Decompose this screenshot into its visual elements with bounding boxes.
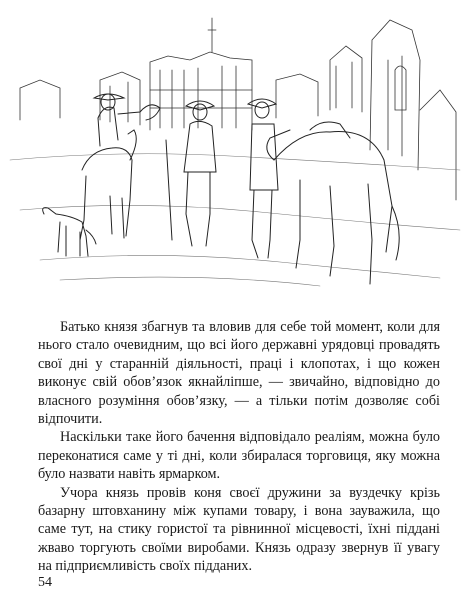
paragraph-2: Наскільки таке його бачення відповідало реаліям, можна було переконатися саме у ті дні, коли збиралася торговиця, яку можна було назвати навіть ярмарком. bbox=[38, 429, 440, 483]
body-text bbox=[38, 318, 440, 576]
dog bbox=[43, 208, 96, 256]
page-number: 54 bbox=[38, 575, 52, 590]
man-with-horse bbox=[248, 99, 399, 284]
standing-musketeer bbox=[166, 101, 216, 246]
paragraph-1: Батько князя збагнув та вловив для себе той момент, коли для нього стало очевидним, що всі його державні урядовці провадять свої дні у старанній діяльності, праці і клопотах, і що кожен виконує свій обов’язок якнайліпше, — звичайно, відповідно до власного розуміння обов’язку, — а тільки потім дозволяє собі відпочити. bbox=[38, 319, 440, 428]
rider-with-falcon bbox=[80, 94, 160, 240]
background-buildings bbox=[20, 18, 456, 200]
paragraph-3: Учора князь провів коня своєї дружини за вуздечку крізь базарну штовханину між купами товару, і вона зауважила, що саме тут, на стику гористої та рівнинної місцевості, їхні піддані жваво торгують своїми виробами. Князь одразу звернув її увагу на підприємливість своїх підданих. bbox=[38, 484, 440, 575]
